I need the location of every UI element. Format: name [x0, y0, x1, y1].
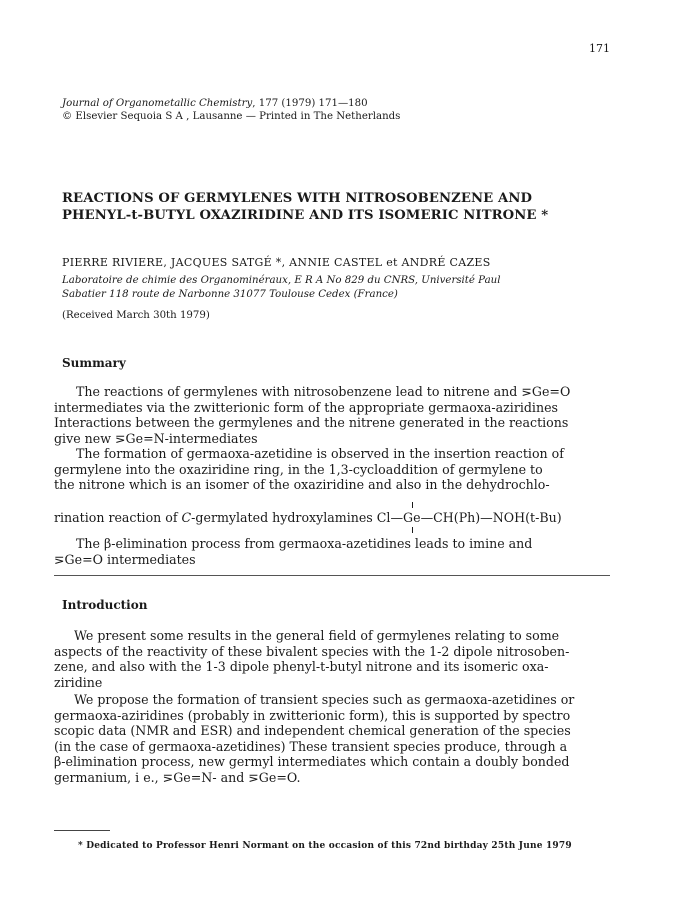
- intro-p2-line: (in the case of germaoxa-azetidines) These transient species produce, through a: [54, 738, 568, 754]
- authors: PIERRE RIVIERE, JACQUES SATGÉ *, ANNIE CASTEL et ANDRÉ CAZES: [62, 256, 491, 269]
- summary-p1-line: give new ⋝Ge=N-intermediates: [54, 430, 258, 446]
- affiliation-line-1: Laboratoire de chimie des Organominéraux, E R A No 829 du CNRS, Université Paul: [62, 275, 501, 286]
- summary-p3-line: The β-elimination process from germaoxa-azetidines leads to imine and: [76, 536, 533, 551]
- intro-p1-line: ziridine: [54, 674, 103, 690]
- germanium-atom: Ge: [403, 510, 421, 525]
- germanium-structure: [403, 510, 421, 526]
- journal-header: [62, 97, 400, 123]
- summary-p1-line: The reactions of germylenes with nitrosobenzene lead to nitrene and ⋝Ge=O: [76, 384, 571, 399]
- introduction-heading: Introduction: [62, 598, 148, 612]
- intro-p2-line: germaoxa-aziridines (probably in zwitterionic form), this is supported by spectro: [54, 707, 571, 723]
- title-line-2: PHENYL-t-BUTYL OXAZIRIDINE AND ITS ISOMERIC NITRONE *: [62, 208, 549, 223]
- received-date: (Received March 30th 1979): [62, 310, 210, 321]
- footnote-divider: [54, 830, 110, 831]
- bond-down: [412, 527, 413, 533]
- article-title: [62, 190, 548, 224]
- summary-formula-line: [54, 510, 562, 526]
- journal-name: Journal of Organometallic Chemistry: [62, 98, 253, 109]
- summary-paragraph-2: [54, 446, 564, 493]
- intro-p1-line: aspects of the reactivity of these bivalent species with the 1-2 dipole nitrosoben-: [54, 643, 570, 659]
- formula-suffix: —CH(Ph)—NOH(t-Bu): [420, 510, 562, 525]
- page-number: 171: [589, 42, 610, 55]
- affiliation-line-2: Sabatier 118 route de Narbonne 31077 Toulouse Cedex (France): [62, 289, 398, 300]
- intro-p1-line: We present some results in the general field of germylenes relating to some: [74, 628, 560, 643]
- intro-paragraph-1: [54, 628, 569, 690]
- summary-p3-line: ⋝Ge=O intermediates: [54, 551, 196, 567]
- intro-paragraph-2: [54, 692, 574, 786]
- summary-p1-line: intermediates via the zwitterionic form of the appropriate germaoxa-aziridines: [54, 399, 558, 415]
- formula-italic-c: C: [181, 510, 192, 525]
- formula-prefix: rination reaction of: [54, 510, 182, 525]
- intro-p1-line: zene, and also with the 1-3 dipole phenyl-t-butyl nitrone and its isomeric oxa-: [54, 659, 549, 675]
- journal-citation: [62, 97, 400, 110]
- summary-divider: [54, 575, 610, 576]
- summary-p1-line: Interactions between the germylenes and the nitrene generated in the reactions: [54, 415, 569, 431]
- publisher-line: © Elsevier Sequoia S A , Lausanne — Printed in The Netherlands: [62, 111, 401, 122]
- intro-p2-line: scopic data (NMR and ESR) and independent chemical generation of the species: [54, 723, 571, 739]
- title-line-1: REACTIONS OF GERMYLENES WITH NITROSOBENZENE AND: [62, 191, 533, 206]
- summary-heading: Summary: [62, 356, 126, 370]
- bond-up: [412, 502, 413, 508]
- intro-p2-line: germanium, i e., ⋝Ge=N- and ⋝Ge=O.: [54, 769, 301, 785]
- summary-paragraph-1: [54, 384, 570, 446]
- summary-p2-line: the nitrone which is an isomer of the oxaziridine and also in the dehydrochlo-: [54, 477, 550, 493]
- intro-p2-line: We propose the formation of transient species such as germaoxa-azetidines or: [74, 692, 575, 707]
- journal-volume: , 177 (1979) 171—180: [252, 98, 368, 109]
- summary-p2-line: The formation of germaoxa-azetidine is observed in the insertion reaction of: [76, 446, 564, 461]
- affiliation: [62, 274, 500, 302]
- footnote: * Dedicated to Professor Henri Normant on the occasion of this 72nd birthday 25th June 1979: [78, 841, 572, 851]
- formula-mid: -germylated hydroxylamines Cl—: [191, 510, 404, 525]
- intro-p2-line: β-elimination process, new germyl intermediates which contain a doubly bonded: [54, 754, 570, 770]
- summary-paragraph-3: [54, 536, 532, 567]
- summary-p2-line: germylene into the oxaziridine ring, in the 1,3-cycloaddition of germylene to: [54, 461, 543, 477]
